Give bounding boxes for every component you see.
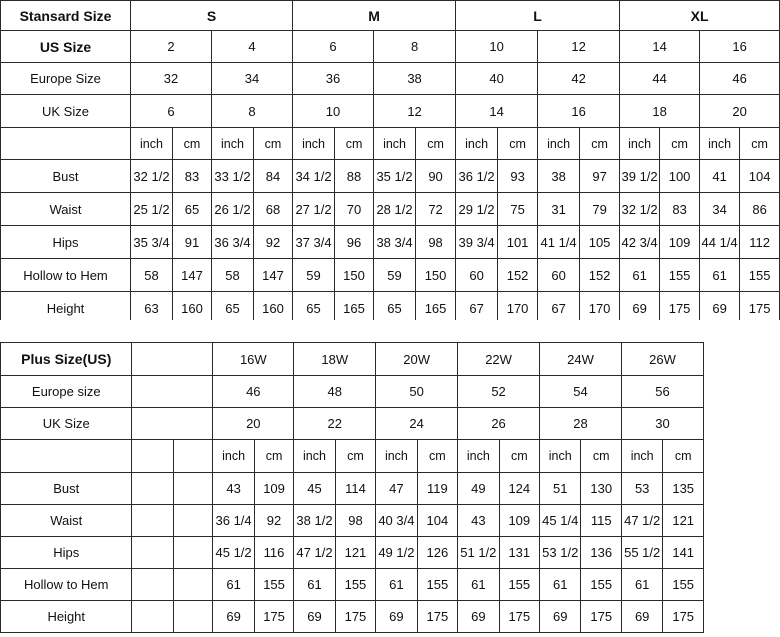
measurement-value: 104	[417, 505, 457, 537]
measurement-value: 65	[293, 292, 335, 325]
measurement-value: 83	[660, 193, 700, 226]
plus-header-row	[1, 343, 704, 376]
plus-europe-row	[1, 376, 704, 408]
table-separator	[0, 320, 780, 342]
measurement-value: 69	[458, 601, 499, 633]
uk-size-value: 6	[131, 95, 212, 128]
measurement-value: 26 1/2	[212, 193, 254, 226]
measurement-value: 61	[620, 259, 660, 292]
measurement-value: 175	[660, 292, 700, 325]
measurement-value: 97	[580, 160, 620, 193]
plus-europe-value: 48	[294, 376, 376, 408]
measurement-value: 175	[254, 601, 293, 633]
measurement-value: 83	[173, 160, 212, 193]
measurement-value: 88	[335, 160, 374, 193]
measurement-value: 147	[254, 259, 293, 292]
europe-size-value: 36	[293, 63, 374, 95]
us-size-value: 14	[620, 31, 700, 63]
unit-cm: cm	[254, 440, 293, 473]
measurement-value: 105	[580, 226, 620, 259]
measurement-value: 27 1/2	[293, 193, 335, 226]
measurement-value: 61	[700, 259, 740, 292]
plus-size-value: 22W	[458, 343, 540, 376]
measurement-value: 63	[131, 292, 173, 325]
unit-cm: cm	[580, 128, 620, 160]
measurement-label: Height	[1, 292, 131, 325]
measurement-value: 49 1/2	[376, 537, 417, 569]
measurement-value: 51	[540, 473, 581, 505]
plus-europe-value: 50	[376, 376, 458, 408]
measurement-value: 25 1/2	[131, 193, 173, 226]
unit-cm: cm	[254, 128, 293, 160]
measurement-value: 91	[173, 226, 212, 259]
measurement-value: 115	[581, 505, 621, 537]
plus-measurement-row	[1, 569, 704, 601]
europe-size-value: 42	[538, 63, 620, 95]
unit-inch: inch	[131, 128, 173, 160]
us-size-row	[1, 31, 780, 63]
unit-cm: cm	[581, 440, 621, 473]
standard-size-header: Stansard Size	[1, 1, 131, 31]
plus-unit-blank	[1, 440, 132, 473]
measurement-value: 65	[173, 193, 212, 226]
measurement-value: 147	[173, 259, 212, 292]
plus-uk-blank	[132, 408, 213, 440]
unit-inch: inch	[212, 128, 254, 160]
measurement-value: 41	[700, 160, 740, 193]
measurement-value: 69	[620, 292, 660, 325]
header-row	[1, 1, 780, 31]
measurement-value: 45 1/4	[540, 505, 581, 537]
measurement-value: 47 1/2	[294, 537, 335, 569]
europe-size-value: 34	[212, 63, 293, 95]
measurement-value: 155	[740, 259, 780, 292]
unit-inch: inch	[458, 440, 499, 473]
measurement-value: 155	[663, 569, 704, 601]
measurement-blank	[132, 473, 173, 505]
measurement-value: 34	[700, 193, 740, 226]
measurement-value: 70	[335, 193, 374, 226]
measurement-value: 45 1/2	[213, 537, 254, 569]
unit-inch: inch	[374, 128, 416, 160]
measurement-value: 69	[540, 601, 581, 633]
unit-cm: cm	[499, 440, 539, 473]
europe-size-label: Europe Size	[1, 63, 131, 95]
measurement-value: 69	[700, 292, 740, 325]
measurement-value: 116	[254, 537, 293, 569]
measurement-value: 65	[212, 292, 254, 325]
measurement-value: 36 1/2	[456, 160, 498, 193]
europe-size-value: 38	[374, 63, 456, 95]
measurement-value: 119	[417, 473, 457, 505]
measurement-label: Hips	[1, 537, 132, 569]
unit-inch: inch	[293, 128, 335, 160]
unit-cm: cm	[335, 128, 374, 160]
unit-inch: inch	[456, 128, 498, 160]
measurement-value: 58	[212, 259, 254, 292]
plus-uk-value: 24	[376, 408, 458, 440]
measurement-value: 130	[581, 473, 621, 505]
measurement-value: 150	[416, 259, 456, 292]
unit-cm: cm	[416, 128, 456, 160]
us-size-value: 6	[293, 31, 374, 63]
unit-row-blank	[1, 128, 131, 160]
measurement-value: 43	[213, 473, 254, 505]
us-size-value: 8	[374, 31, 456, 63]
measurement-value: 121	[335, 537, 375, 569]
measurement-value: 155	[499, 569, 539, 601]
measurement-label: Hips	[1, 226, 131, 259]
plus-uk-label: UK Size	[1, 408, 132, 440]
measurement-value: 69	[621, 601, 662, 633]
measurement-value: 93	[498, 160, 538, 193]
europe-size-value: 46	[700, 63, 780, 95]
plus-size-value: 20W	[376, 343, 458, 376]
unit-inch: inch	[621, 440, 662, 473]
measurement-value: 109	[499, 505, 539, 537]
measurement-value: 59	[374, 259, 416, 292]
measurement-value: 69	[294, 601, 335, 633]
us-size-value: 2	[131, 31, 212, 63]
plus-size-value: 16W	[213, 343, 294, 376]
plus-europe-value: 54	[540, 376, 622, 408]
measurement-blank	[132, 601, 173, 633]
measurement-value: 29 1/2	[456, 193, 498, 226]
measurement-value: 32 1/2	[131, 160, 173, 193]
measurement-value: 51 1/2	[458, 537, 499, 569]
measurement-label: Hollow to Hem	[1, 569, 132, 601]
measurement-value: 34 1/2	[293, 160, 335, 193]
measurement-value: 155	[417, 569, 457, 601]
europe-size-value: 40	[456, 63, 538, 95]
plus-unit-row	[1, 440, 704, 473]
plus-unit-blank	[132, 440, 173, 473]
measurement-value: 175	[663, 601, 704, 633]
uk-size-label: UK Size	[1, 95, 131, 128]
plus-uk-value: 20	[213, 408, 294, 440]
plus-size-value: 24W	[540, 343, 622, 376]
measurement-value: 131	[499, 537, 539, 569]
us-size-value: 4	[212, 31, 293, 63]
measurement-value: 84	[254, 160, 293, 193]
size-group-header: S	[131, 1, 293, 31]
unit-inch: inch	[376, 440, 417, 473]
plus-measurement-row	[1, 601, 704, 633]
europe-size-row	[1, 63, 780, 95]
measurement-value: 155	[254, 569, 293, 601]
plus-europe-value: 46	[213, 376, 294, 408]
measurement-blank	[132, 505, 173, 537]
measurement-value: 112	[740, 226, 780, 259]
measurement-row	[1, 193, 780, 226]
us-size-value: 10	[456, 31, 538, 63]
measurement-row	[1, 226, 780, 259]
size-group-header: XL	[620, 1, 780, 31]
uk-size-value: 14	[456, 95, 538, 128]
unit-inch: inch	[538, 128, 580, 160]
plus-size-header: Plus Size(US)	[1, 343, 132, 376]
measurement-value: 124	[499, 473, 539, 505]
measurement-value: 109	[660, 226, 700, 259]
measurement-blank	[132, 569, 173, 601]
unit-inch: inch	[700, 128, 740, 160]
size-group-header: M	[293, 1, 456, 31]
measurement-value: 175	[335, 601, 375, 633]
measurement-value: 79	[580, 193, 620, 226]
unit-cm: cm	[417, 440, 457, 473]
measurement-value: 53	[621, 473, 662, 505]
measurement-value: 28 1/2	[374, 193, 416, 226]
measurement-value: 175	[581, 601, 621, 633]
measurement-label: Bust	[1, 473, 132, 505]
plus-unit-blank	[173, 440, 212, 473]
measurement-label: Height	[1, 601, 132, 633]
plus-measurement-row	[1, 537, 704, 569]
measurement-label: Bust	[1, 160, 131, 193]
uk-size-value: 16	[538, 95, 620, 128]
measurement-value: 121	[663, 505, 704, 537]
plus-size-value: 26W	[621, 343, 703, 376]
measurement-value: 160	[173, 292, 212, 325]
measurement-label: Waist	[1, 193, 131, 226]
measurement-value: 44 1/4	[700, 226, 740, 259]
measurement-value: 165	[335, 292, 374, 325]
measurement-value: 61	[294, 569, 335, 601]
measurement-value: 96	[335, 226, 374, 259]
measurement-value: 60	[538, 259, 580, 292]
measurement-label: Waist	[1, 505, 132, 537]
measurement-value: 47	[376, 473, 417, 505]
measurement-value: 35 1/2	[374, 160, 416, 193]
measurement-value: 175	[740, 292, 780, 325]
measurement-value: 61	[458, 569, 499, 601]
measurement-value: 126	[417, 537, 457, 569]
measurement-value: 41 1/4	[538, 226, 580, 259]
measurement-value: 58	[131, 259, 173, 292]
plus-size-value: 18W	[294, 343, 376, 376]
measurement-value: 55 1/2	[621, 537, 662, 569]
size-group-header: L	[456, 1, 620, 31]
measurement-value: 32 1/2	[620, 193, 660, 226]
us-size-label: US Size	[1, 31, 131, 63]
measurement-value: 59	[293, 259, 335, 292]
plus-measurement-row	[1, 473, 704, 505]
measurement-blank	[173, 569, 212, 601]
plus-uk-value: 22	[294, 408, 376, 440]
measurement-blank	[173, 601, 212, 633]
uk-size-value: 12	[374, 95, 456, 128]
measurement-value: 170	[580, 292, 620, 325]
measurement-value: 68	[254, 193, 293, 226]
measurement-value: 141	[663, 537, 704, 569]
plus-uk-value: 26	[458, 408, 540, 440]
measurement-label: Hollow to Hem	[1, 259, 131, 292]
measurement-value: 155	[335, 569, 375, 601]
plus-europe-value: 56	[621, 376, 703, 408]
measurement-value: 61	[540, 569, 581, 601]
measurement-value: 38	[538, 160, 580, 193]
europe-size-value: 32	[131, 63, 212, 95]
unit-inch: inch	[620, 128, 660, 160]
measurement-value: 86	[740, 193, 780, 226]
measurement-value: 155	[581, 569, 621, 601]
plus-europe-label: Europe size	[1, 376, 132, 408]
plus-measurement-row	[1, 505, 704, 537]
measurement-value: 104	[740, 160, 780, 193]
measurement-value: 135	[663, 473, 704, 505]
measurement-value: 39 3/4	[456, 226, 498, 259]
europe-size-value: 44	[620, 63, 700, 95]
measurement-value: 114	[335, 473, 375, 505]
unit-cm: cm	[660, 128, 700, 160]
measurement-value: 39 1/2	[620, 160, 660, 193]
unit-cm: cm	[335, 440, 375, 473]
measurement-value: 61	[376, 569, 417, 601]
measurement-blank	[173, 505, 212, 537]
unit-cm: cm	[498, 128, 538, 160]
measurement-value: 165	[416, 292, 456, 325]
measurement-value: 38 3/4	[374, 226, 416, 259]
uk-size-value: 10	[293, 95, 374, 128]
measurement-value: 49	[458, 473, 499, 505]
unit-row	[1, 128, 780, 160]
measurement-value: 37 3/4	[293, 226, 335, 259]
measurement-value: 36 3/4	[212, 226, 254, 259]
measurement-value: 69	[213, 601, 254, 633]
measurement-value: 53 1/2	[540, 537, 581, 569]
measurement-value: 67	[456, 292, 498, 325]
measurement-value: 67	[538, 292, 580, 325]
measurement-blank	[173, 537, 212, 569]
plus-header-blank	[132, 343, 213, 376]
measurement-value: 136	[581, 537, 621, 569]
plus-uk-value: 30	[621, 408, 703, 440]
measurement-value: 100	[660, 160, 700, 193]
measurement-value: 72	[416, 193, 456, 226]
measurement-blank	[173, 473, 212, 505]
measurement-value: 152	[498, 259, 538, 292]
measurement-value: 35 3/4	[131, 226, 173, 259]
unit-cm: cm	[740, 128, 780, 160]
measurement-value: 61	[621, 569, 662, 601]
measurement-value: 33 1/2	[212, 160, 254, 193]
unit-inch: inch	[294, 440, 335, 473]
plus-europe-value: 52	[458, 376, 540, 408]
measurement-value: 43	[458, 505, 499, 537]
measurement-value: 60	[456, 259, 498, 292]
uk-size-row	[1, 95, 780, 128]
uk-size-value: 20	[700, 95, 780, 128]
measurement-value: 175	[499, 601, 539, 633]
measurement-value: 101	[498, 226, 538, 259]
measurement-value: 155	[660, 259, 700, 292]
uk-size-value: 18	[620, 95, 700, 128]
unit-cm: cm	[173, 128, 212, 160]
unit-inch: inch	[540, 440, 581, 473]
measurement-row	[1, 259, 780, 292]
measurement-value: 45	[294, 473, 335, 505]
plus-size-chart	[0, 342, 704, 633]
unit-cm: cm	[663, 440, 704, 473]
measurement-value: 175	[417, 601, 457, 633]
measurement-value: 69	[376, 601, 417, 633]
measurement-row	[1, 160, 780, 193]
measurement-value: 170	[498, 292, 538, 325]
measurement-value: 42 3/4	[620, 226, 660, 259]
uk-size-value: 8	[212, 95, 293, 128]
measurement-value: 47 1/2	[621, 505, 662, 537]
measurement-value: 90	[416, 160, 456, 193]
measurement-value: 75	[498, 193, 538, 226]
measurement-value: 31	[538, 193, 580, 226]
measurement-value: 152	[580, 259, 620, 292]
measurement-value: 150	[335, 259, 374, 292]
measurement-value: 61	[213, 569, 254, 601]
measurement-value: 109	[254, 473, 293, 505]
plus-uk-row	[1, 408, 704, 440]
measurement-value: 38 1/2	[294, 505, 335, 537]
measurement-value: 92	[254, 226, 293, 259]
unit-inch: inch	[213, 440, 254, 473]
measurement-value: 36 1/4	[213, 505, 254, 537]
measurement-value: 98	[335, 505, 375, 537]
us-size-value: 16	[700, 31, 780, 63]
measurement-value: 92	[254, 505, 293, 537]
plus-uk-value: 28	[540, 408, 622, 440]
plus-europe-blank	[132, 376, 213, 408]
measurement-value: 65	[374, 292, 416, 325]
us-size-value: 12	[538, 31, 620, 63]
measurement-value: 98	[416, 226, 456, 259]
measurement-value: 40 3/4	[376, 505, 417, 537]
measurement-value: 160	[254, 292, 293, 325]
measurement-blank	[132, 537, 173, 569]
